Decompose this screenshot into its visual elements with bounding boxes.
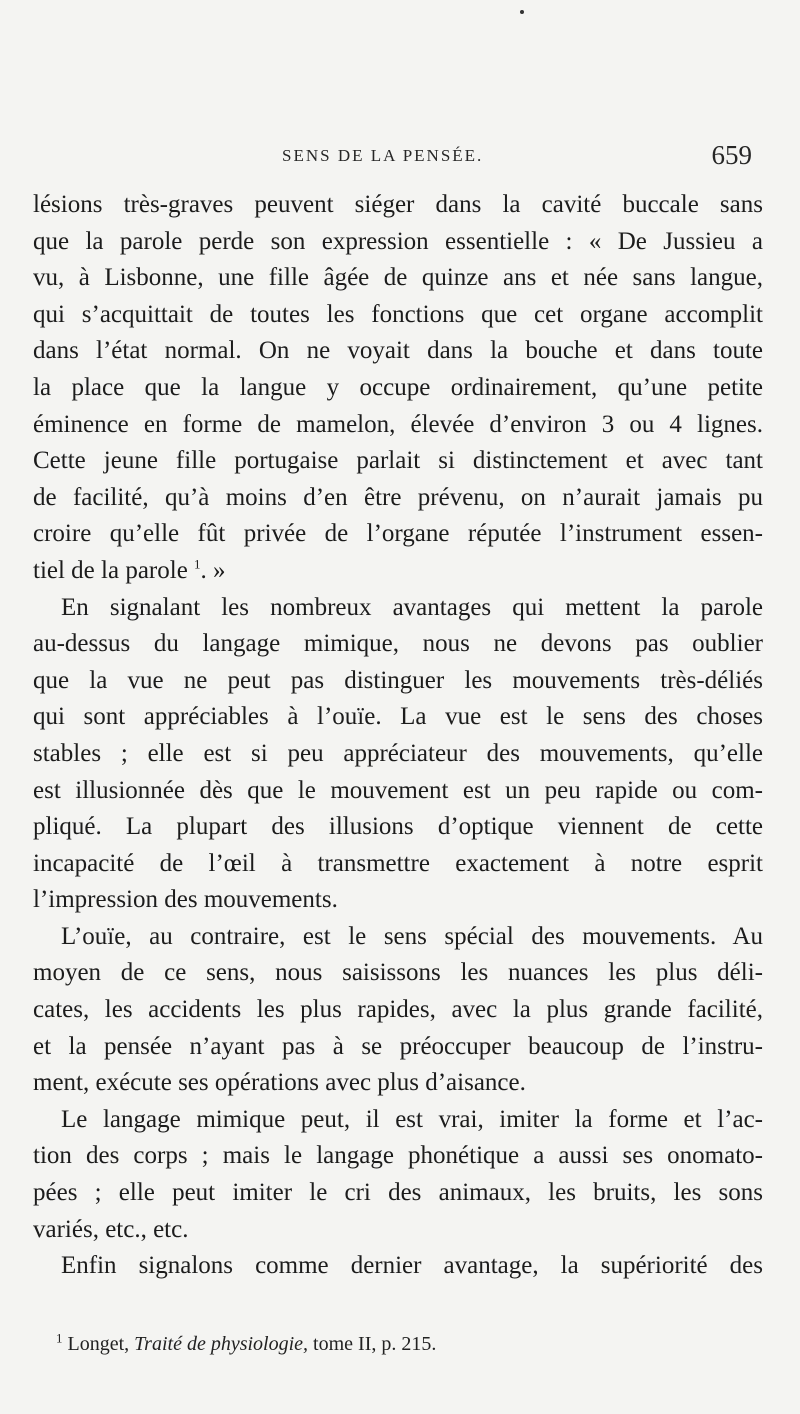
text-line: éminence en forme de mamelon, élevée d’environ 3 ou 4 lignes. bbox=[33, 410, 763, 438]
text-line: pées ; elle peut imiter le cri des animaux, les bruits, les sons bbox=[33, 1179, 763, 1207]
text-line: Cette jeune fille portugaise parlait si distinctement et avec tant bbox=[33, 447, 763, 475]
quote-close: . » bbox=[200, 556, 226, 584]
text-line: au-dessus du langage mimique, nous ne devons pas oublier bbox=[33, 630, 763, 658]
text-line: Le langage mimique peut, il est vrai, imiter la forme et l’ac- bbox=[61, 1105, 763, 1133]
text-line: Enfin signalons comme dernier avantage, la supériorité des bbox=[61, 1252, 763, 1280]
footnote bbox=[56, 1330, 437, 1356]
text-line: dans l’état normal. On ne voyait dans la bouche et dans toute bbox=[33, 337, 763, 365]
text-line: incapacité de l’œil à transmettre exactement à notre esprit bbox=[33, 849, 763, 877]
text-line: tion des corps ; mais le langage phonétique a aussi ses onomato- bbox=[33, 1142, 763, 1170]
text-line: la place que la langue y occupe ordinairement, qu’une petite bbox=[33, 373, 763, 401]
text-line: L’ouïe, au contraire, est le sens spécial des mouvements. Au bbox=[61, 922, 763, 950]
text-line: lésions très-graves peuvent siéger dans la cavité buccale sans bbox=[33, 191, 763, 218]
text-line: que la vue ne peut pas distinguer les mouvements très-déliés bbox=[33, 666, 763, 694]
running-title: SENS DE LA PENSÉE. bbox=[282, 146, 484, 165]
footnote-title: Traité de physiologie, bbox=[134, 1333, 309, 1355]
text-line: que la parole perde son expression essentielle : « De Jussieu a bbox=[33, 227, 763, 255]
footnote-ref: 1 bbox=[194, 556, 201, 572]
text-line: l’impression des mouvements. bbox=[33, 886, 338, 914]
text-line: stables ; elle est si peu appréciateur des mouvements, qu’elle bbox=[33, 739, 763, 767]
quote-end-text: tiel de la parole bbox=[33, 556, 188, 584]
print-speck bbox=[520, 10, 524, 14]
text-line: En signalant les nombreux avantages qui mettent la parole bbox=[61, 593, 763, 621]
text-line: cates, les accidents les plus rapides, avec la plus grande facilité, bbox=[33, 996, 763, 1024]
text-line: moyen de ce sens, nous saisissons les nuances les plus déli- bbox=[33, 959, 763, 987]
text-line: de facilité, qu’à moins d’en être prévenu, on n’aurait jamais pu bbox=[33, 483, 763, 511]
body-text bbox=[33, 187, 763, 1285]
text-line: qui s’acquittait de toutes les fonctions que cet organe accomplit bbox=[33, 300, 763, 328]
text-line: ment, exécute ses opérations avec plus d’aisance. bbox=[33, 1069, 526, 1097]
text-line: vu, à Lisbonne, une fille âgée de quinze ans et née sans langue, bbox=[33, 264, 763, 292]
text-line: est illusionnée dès que le mouvement est un peu rapide ou com- bbox=[33, 776, 763, 804]
footnote-marker: 1 bbox=[56, 1330, 63, 1346]
text-line: qui sont appréciables à l’ouïe. La vue est le sens des choses bbox=[33, 703, 763, 731]
text-line: pliqué. La plupart des illusions d’optique viennent de cette bbox=[33, 813, 763, 841]
text-line: croire qu’elle fût privée de l’organe réputée l’instrument essen- bbox=[33, 520, 763, 548]
text-line: variés, etc., etc. bbox=[33, 1215, 189, 1243]
footnote-rest: tome II, p. 215. bbox=[313, 1333, 437, 1355]
text-line-quote-end bbox=[33, 553, 763, 590]
footnote-author: Longet, bbox=[67, 1333, 130, 1355]
text-line: et la pensée n’ayant pas à se préoccuper beaucoup de l’instru- bbox=[33, 1032, 763, 1060]
page-number: 659 bbox=[711, 140, 752, 170]
